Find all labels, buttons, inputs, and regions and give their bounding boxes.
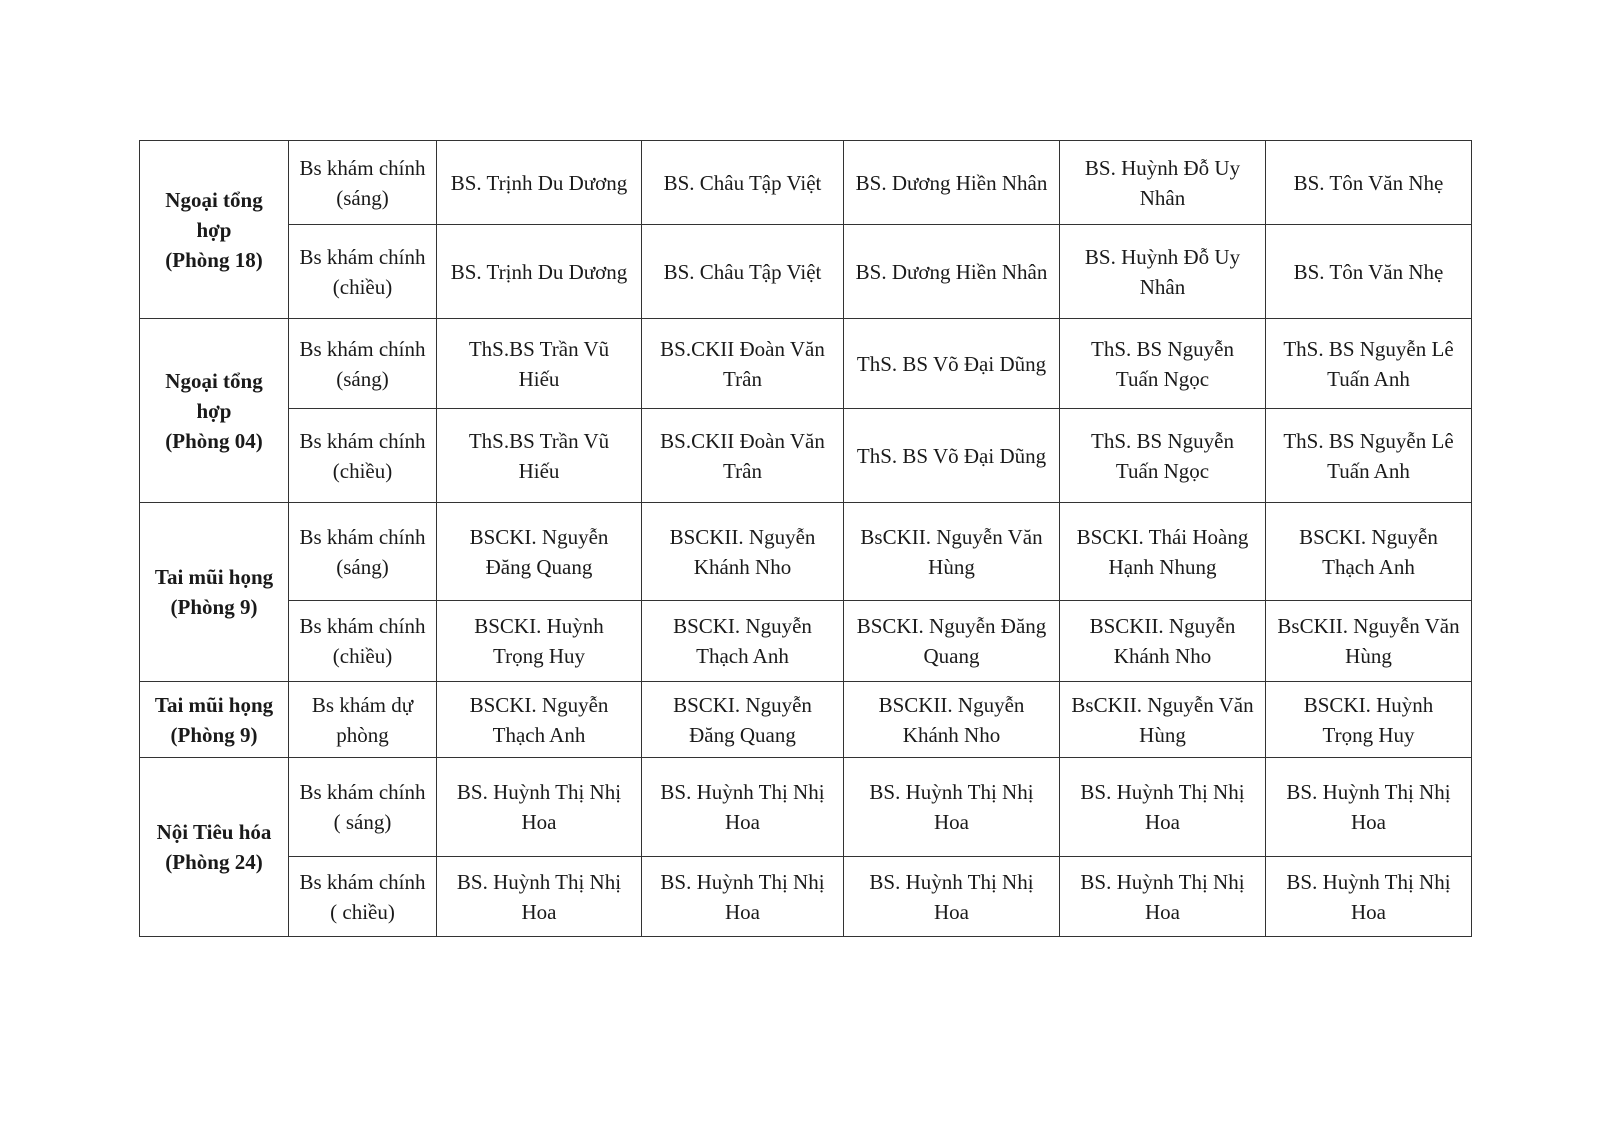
cell-text-line: Tuấn Anh: [1327, 366, 1410, 391]
doctor-cell: [1060, 225, 1266, 319]
cell-text-line: BSCKI. Nguyễn: [1299, 524, 1438, 549]
doctor-cell: [1060, 409, 1266, 503]
cell-text-line: BsCKII. Nguyễn Văn: [1071, 692, 1254, 717]
cell-text-line: phòng: [336, 722, 389, 747]
cell-text-line: BS. Châu Tập Việt: [663, 170, 822, 195]
doctor-cell: [642, 682, 844, 758]
cell-text-line: BS. Huỳnh Thị Nhị: [1286, 869, 1451, 894]
cell-text-line: BS. Huỳnh Thị Nhị: [456, 780, 622, 804]
cell-text-line: BS. Huỳnh Thị Nhị: [456, 869, 622, 894]
cell-text-line: Thạch Anh: [1322, 554, 1415, 579]
exam-type-cell: [289, 682, 437, 758]
doctor-cell: [642, 601, 844, 682]
table-row: [140, 601, 1472, 682]
cell-text-line: Hoa: [934, 810, 969, 834]
cell-text-line: Hoa: [725, 899, 760, 924]
cell-text-line: BS. Dương Hiền Nhân: [855, 170, 1048, 195]
cell-text-line: BS. Huỳnh Thị Nhị: [660, 869, 825, 894]
exam-type-cell: [289, 141, 437, 225]
doctor-cell: [844, 758, 1060, 857]
cell-text-line: BSCKII. Nguyễn: [878, 692, 1025, 717]
cell-text-line: BS.CKII Đoàn Văn: [660, 336, 825, 361]
cell-text-line: Khánh Nho: [902, 722, 1001, 747]
cell-text-line: Hoa: [1351, 899, 1386, 924]
doctor-cell: [1060, 319, 1266, 409]
doctor-cell: [642, 409, 844, 503]
exam-type-cell: [289, 319, 437, 409]
doctor-cell: [844, 503, 1060, 601]
cell-text-line: BSCKII. Nguyễn: [1089, 614, 1236, 638]
cell-text-line: Nhân: [1139, 274, 1186, 299]
cell-text-line: Tai mũi họng: [154, 565, 274, 589]
cell-text-line: BS. Huỳnh Đỗ Uy: [1084, 155, 1241, 180]
doctor-cell: [844, 857, 1060, 937]
cell-text-line: hợp: [196, 398, 232, 423]
cell-text-line: Bs khám chính: [299, 428, 426, 453]
cell-text-line: Trân: [723, 458, 762, 483]
cell-text-line: BSCKI. Huỳnh: [1303, 692, 1434, 717]
cell-text-line: BSCKI. Nguyễn: [673, 614, 812, 638]
doctor-cell: [642, 758, 844, 857]
department-cell: [140, 758, 289, 937]
cell-text-line: ThS. BS Nguyễn Lê: [1283, 428, 1454, 453]
cell-text-line: Bs khám chính: [299, 244, 426, 269]
doctor-cell: [642, 225, 844, 319]
cell-text-line: Hoa: [1145, 810, 1180, 834]
doctor-cell: [437, 409, 642, 503]
cell-text-line: BS. Huỳnh Thị Nhị: [660, 780, 825, 804]
cell-text-line: Hoa: [934, 899, 969, 924]
doctor-cell: [1060, 601, 1266, 682]
table-row: [140, 857, 1472, 937]
cell-text-line: Khánh Nho: [693, 554, 792, 579]
cell-text-line: Trân: [723, 366, 762, 391]
cell-text-line: BS. Trịnh Du Dương: [450, 170, 628, 195]
table-row: [140, 758, 1472, 857]
doctor-cell: [844, 409, 1060, 503]
cell-text-line: Ngoại tổng: [165, 368, 263, 393]
doctor-cell: [1060, 503, 1266, 601]
cell-text-line: ThS. BS Nguyễn Lê: [1283, 336, 1454, 361]
doctor-cell: [437, 141, 642, 225]
cell-text-line: Thạch Anh: [696, 644, 789, 668]
cell-text-line: BSCKII. Nguyễn: [669, 524, 816, 549]
cell-text-line: (Phòng 9): [170, 722, 258, 747]
cell-text-line: Nhân: [1139, 185, 1186, 210]
cell-text-line: Trọng Huy: [1322, 722, 1415, 747]
cell-text-line: Hiếu: [518, 458, 560, 483]
cell-text-line: Hoa: [521, 810, 557, 834]
cell-text-line: Bs khám chính: [299, 524, 426, 549]
doctor-cell: [844, 319, 1060, 409]
cell-text-line: BS. Dương Hiền Nhân: [855, 259, 1048, 284]
cell-text-line: Bs khám chính: [299, 869, 426, 894]
doctor-cell: [1060, 682, 1266, 758]
cell-text-line: Hùng: [928, 554, 975, 579]
cell-text-line: Tuấn Anh: [1327, 458, 1410, 483]
exam-type-cell: [289, 857, 437, 937]
cell-text-line: Quang: [923, 644, 980, 668]
exam-type-cell: [289, 503, 437, 601]
cell-text-line: BS. Trịnh Du Dương: [450, 259, 628, 284]
exam-type-cell: [289, 758, 437, 857]
schedule-table: [139, 140, 1472, 937]
cell-text-line: Nội Tiêu hóa: [156, 820, 272, 844]
table-row: [140, 682, 1472, 758]
doctor-cell: [844, 601, 1060, 682]
cell-text-line: BS. Huỳnh Thị Nhị: [869, 780, 1034, 804]
cell-text-line: Bs khám chính: [299, 614, 426, 638]
cell-text-line: (sáng): [336, 185, 389, 210]
doctor-cell: [437, 503, 642, 601]
doctor-cell: [1266, 758, 1472, 857]
cell-text-line: BSCKI. Huỳnh: [474, 614, 604, 638]
doctor-cell: [642, 857, 844, 937]
exam-type-cell: [289, 601, 437, 682]
doctor-cell: [437, 682, 642, 758]
cell-text-line: BSCKI. Thái Hoàng: [1076, 524, 1249, 549]
cell-text-line: BsCKII. Nguyễn Văn: [860, 524, 1043, 549]
doctor-cell: [844, 682, 1060, 758]
cell-text-line: ThS. BS Nguyễn: [1091, 336, 1234, 361]
doctor-cell: [1060, 857, 1266, 937]
doctor-cell: [437, 319, 642, 409]
doctor-cell: [642, 141, 844, 225]
doctor-cell: [1060, 141, 1266, 225]
doctor-cell: [642, 503, 844, 601]
department-cell: [140, 141, 289, 319]
cell-text-line: Bs khám chính: [299, 780, 426, 804]
cell-text-line: Ngoại tổng: [165, 187, 263, 212]
cell-text-line: (Phòng 24): [165, 850, 263, 874]
cell-text-line: Khánh Nho: [1113, 644, 1212, 668]
cell-text-line: (sáng): [336, 366, 389, 391]
cell-text-line: Hiếu: [518, 366, 560, 391]
cell-text-line: Bs khám dự: [311, 692, 414, 717]
cell-text-line: ( sáng): [333, 810, 392, 834]
doctor-cell: [1266, 225, 1472, 319]
cell-text-line: ( chiều): [330, 899, 395, 924]
cell-text-line: ThS.BS Trần Vũ: [468, 428, 610, 453]
department-cell: [140, 503, 289, 682]
cell-text-line: Tai mũi họng: [154, 692, 274, 717]
exam-type-cell: [289, 409, 437, 503]
cell-text-line: ThS. BS Võ Đại Dũng: [856, 443, 1047, 468]
cell-text-line: ThS. BS Nguyễn: [1091, 428, 1234, 453]
cell-text-line: (Phòng 04): [165, 428, 263, 453]
cell-text-line: Đăng Quang: [689, 722, 796, 747]
cell-text-line: Hùng: [1345, 644, 1392, 668]
cell-text-line: Tuấn Ngọc: [1115, 366, 1210, 391]
doctor-cell: [1060, 758, 1266, 857]
doctor-cell: [437, 758, 642, 857]
cell-text-line: Hoa: [1351, 810, 1386, 834]
department-cell: [140, 319, 289, 503]
cell-text-line: Hùng: [1139, 722, 1186, 747]
cell-text-line: Bs khám chính: [299, 336, 426, 361]
doctor-cell: [437, 601, 642, 682]
doctor-cell: [1266, 601, 1472, 682]
doctor-cell: [642, 319, 844, 409]
cell-text-line: BsCKII. Nguyễn Văn: [1277, 614, 1460, 638]
cell-text-line: BS. Huỳnh Đỗ Uy: [1084, 244, 1241, 269]
cell-text-line: Hạnh Nhung: [1108, 554, 1217, 579]
cell-text-line: Hoa: [725, 810, 760, 834]
cell-text-line: BSCKI. Nguyễn: [469, 524, 609, 549]
cell-text-line: BSCKI. Nguyễn: [673, 692, 812, 717]
table-row: [140, 503, 1472, 601]
cell-text-line: BS. Châu Tập Việt: [663, 259, 822, 284]
cell-text-line: (chiều): [332, 644, 393, 668]
table-row: [140, 409, 1472, 503]
doctor-cell: [844, 225, 1060, 319]
cell-text-line: BSCKI. Nguyễn: [469, 692, 609, 717]
table-row: [140, 141, 1472, 225]
exam-type-cell: [289, 225, 437, 319]
cell-text-line: BS.CKII Đoàn Văn: [660, 428, 825, 453]
table-row: [140, 225, 1472, 319]
cell-text-line: Tuấn Ngọc: [1115, 458, 1210, 483]
cell-text-line: Trọng Huy: [493, 644, 585, 668]
cell-text-line: BSCKI. Nguyễn Đăng: [856, 614, 1047, 638]
doctor-cell: [1266, 409, 1472, 503]
cell-text-line: BS. Huỳnh Thị Nhị: [1080, 780, 1245, 804]
cell-text-line: BS. Huỳnh Thị Nhị: [869, 869, 1034, 894]
doctor-cell: [1266, 141, 1472, 225]
cell-text-line: ThS.BS Trần Vũ: [468, 336, 610, 361]
cell-text-line: (Phòng 9): [170, 595, 258, 619]
department-cell: [140, 682, 289, 758]
cell-text-line: ThS. BS Võ Đại Dũng: [856, 351, 1047, 376]
doctor-cell: [1266, 857, 1472, 937]
cell-text-line: hợp: [196, 217, 232, 242]
cell-text-line: Thạch Anh: [492, 722, 586, 747]
cell-text-line: BS. Tôn Văn Nhẹ: [1293, 259, 1444, 284]
table-row: [140, 319, 1472, 409]
doctor-cell: [437, 225, 642, 319]
cell-text-line: BS. Huỳnh Thị Nhị: [1080, 869, 1245, 894]
doctor-cell: [844, 141, 1060, 225]
cell-text-line: Hoa: [521, 899, 557, 924]
doctor-cell: [1266, 682, 1472, 758]
cell-text-line: (sáng): [336, 554, 389, 579]
cell-text-line: BS. Tôn Văn Nhẹ: [1293, 170, 1444, 195]
doctor-cell: [1266, 503, 1472, 601]
cell-text-line: Bs khám chính: [299, 155, 426, 180]
cell-text-line: Đăng Quang: [485, 554, 593, 579]
doctor-cell: [437, 857, 642, 937]
cell-text-line: (chiều): [332, 458, 393, 483]
doctor-cell: [1266, 319, 1472, 409]
cell-text-line: Hoa: [1145, 899, 1180, 924]
schedule-body: [140, 141, 1472, 937]
cell-text-line: (Phòng 18): [165, 247, 263, 272]
cell-text-line: BS. Huỳnh Thị Nhị: [1286, 780, 1451, 804]
cell-text-line: (chiều): [332, 274, 393, 299]
